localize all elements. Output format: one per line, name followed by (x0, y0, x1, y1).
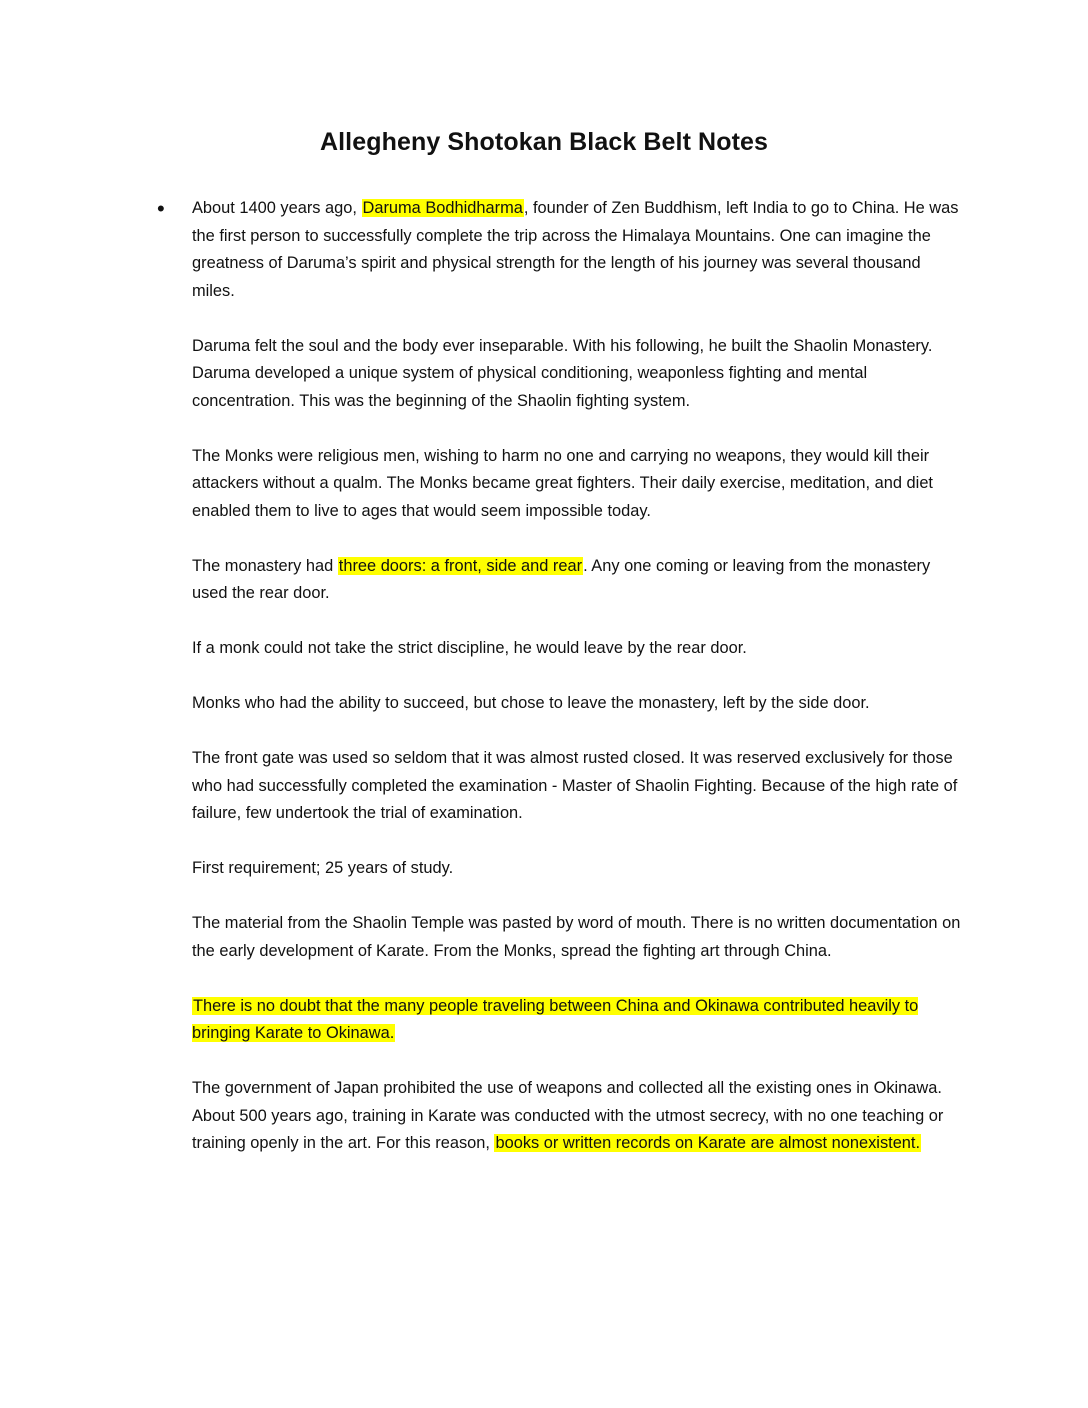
highlighted-text: There is no doubt that the many people traveling between China and Okinawa contributed heavily to bringing Karate to Okinawa. (192, 996, 919, 1042)
paragraph (192, 333, 962, 416)
document-title: Allegheny Shotokan Black Belt Notes (319, 128, 769, 156)
bullet-marker: • (157, 196, 165, 221)
bullet-item-content (192, 195, 962, 1185)
paragraph (192, 855, 962, 883)
text-run: . Any one coming or leaving from the monastery used the rear door. (192, 556, 931, 602)
paragraph (192, 635, 962, 663)
text-run: The material from the Shaolin Temple was pasted by word of mouth. There is no written documentation on the early development of Karate. From the Monks, spread the fighting art through China. (192, 914, 961, 960)
text-run: The front gate was used so seldom that it was almost rusted closed. It was reserved exclusively for those who had successfully completed the examination - Master of Shaolin Fighting. Because of the high rate of failure, few undertook the trial of examination. (192, 749, 958, 822)
text-run: The monastery had (192, 556, 338, 575)
paragraph (192, 1075, 962, 1158)
text-run: About 1400 years ago, (192, 199, 362, 217)
text-run: , founder of Zen Buddhism, left India to go to China. He was the first person to successfully complete the trip across the Himalaya Mountains. One can imagine the greatness of Daruma’s spirit and physical strength for the length of his journey was several thousand miles. (192, 199, 959, 300)
highlighted-text: Daruma Bodhidharma (362, 199, 523, 217)
text-run: Monks who had the ability to succeed, but chose to leave the monastery, left by the side door. (192, 694, 870, 712)
text-run: Daruma felt the soul and the body ever inseparable. With his following, he built the Shaolin Monastery. Daruma developed a unique system of physical conditioning, weaponless fighting and mental concentration. This was the beginning of the Shaolin fighting system. (192, 336, 933, 410)
paragraph (192, 195, 962, 305)
paragraph (192, 443, 962, 526)
text-run: If a monk could not take the strict discipline, he would leave by the rear door. (192, 639, 747, 657)
text-run: The Monks were religious men, wishing to harm no one and carrying no weapons, they would kill their attackers without a qualm. The Monks became great fighters. Their daily exercise, meditation, and diet enabled them to live to ages that would seem impossible today. (192, 446, 933, 520)
text-run: The government of Japan prohibited the use of weapons and collected all the existing ones in Okinawa. About 500 years ago, training in Karate was conducted with the utmost secrecy, with no one teaching or training openly in the art. For this reason, (192, 1079, 944, 1152)
text-run: First requirement; 25 years of study. (192, 859, 454, 877)
highlighted-text: books or written records on Karate are almost nonexistent. (495, 1134, 921, 1152)
highlighted-text: three doors: a front, side and rear (338, 556, 583, 575)
paragraph (192, 690, 962, 718)
paragraph (192, 553, 962, 608)
paragraph (192, 993, 962, 1048)
paragraph (192, 910, 962, 965)
paragraph (192, 745, 962, 828)
